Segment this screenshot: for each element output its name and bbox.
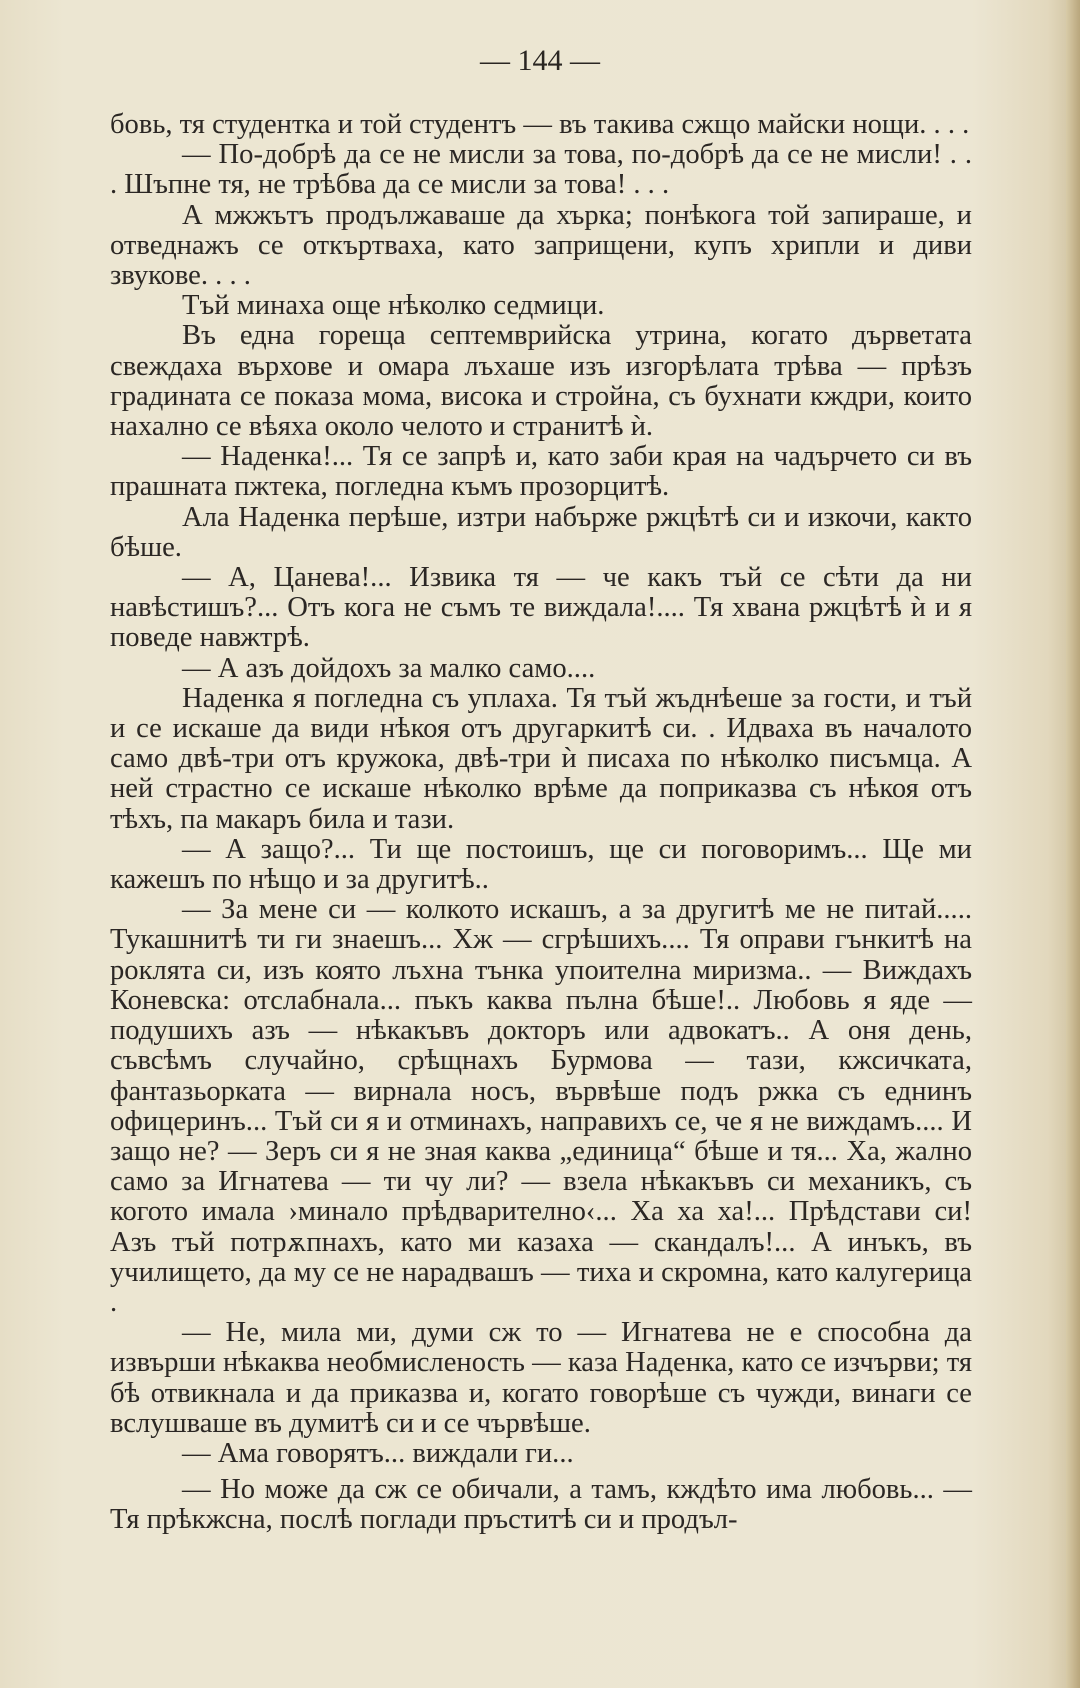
- paragraph: — А, Цанева!... Извика тя — че какъ тъй се сѣти да ни навѣстишъ?... Отъ кога не съмъ те виждала!.... Тя хвана ржцѣтѣ ѝ и я поведе навжтрѣ.: [110, 562, 972, 654]
- paragraph: — А азъ дойдохъ за малко само....: [182, 652, 596, 684]
- paragraph: Въ една гореща септемврийска утрина, когато дърветата свеждаха върхове и омара лъхаше изъ изгорѣлата трѣва — прѣзъ градината се показа мома, висока и стройна, съ бухнати кждри, които нахално се вѣяха около челото и странитѣ ѝ.: [110, 320, 972, 443]
- page-spine-shadow: [1066, 0, 1080, 1688]
- paragraph: Тъй минаха още нѣколко седмици.: [182, 290, 605, 322]
- page-number: — 144 —: [480, 44, 600, 77]
- paragraph: — Но може да сж се обичали, а тамъ, кждѣто има любовь... — Тя прѣкжсна, послѣ поглади пръститѣ си и продъл-: [110, 1474, 972, 1536]
- paragraph: Наденка я погледна съ уплаха. Тя тъй жъднѣеше за гости, и тъй и се искаше да види нѣкоя отъ другаркитѣ си. . Идваха въ началото само двѣ-три отъ кружока, двѣ-три ѝ писаха по нѣколко писъмца. А ней страстно се искаше нѣколко врѣме да поприказва съ нѣкоя отъ тѣхъ, па макаръ била и тази.: [110, 682, 972, 835]
- paragraph: А мжжътъ продължаваше да хърка; понѣкога той запираше, и отведнажъ се откъртваха, като заприщени, купъ хрипли и диви звукове. . . .: [110, 199, 972, 292]
- paragraph: — Наденка!... Тя се запрѣ и, като заби края на чадърчето си въ прашната пжтека, погледна къмъ прозорцитѣ.: [110, 441, 972, 503]
- paragraph: бовь, тя студентка и той студентъ — въ такива сжщо майски нощи. . . .: [110, 109, 970, 140]
- body-text: [110, 110, 972, 1536]
- paragraph: — По-добрѣ да се не мисли за това, по-добрѣ да се не мисли! . . . Шъпне тя, не трѣбва да се мисли за това! . . .: [110, 139, 972, 201]
- paragraph: Ала Наденка перѣше, изтри набърже ржцѣтѣ си и изкочи, както бѣше.: [110, 501, 972, 563]
- paragraph: — За мене си — колкото искашъ, а за другитѣ ме не питай..... Тукашнитѣ ти ги знаешъ... Хж — сгрѣшихъ.... Тя оправи гънкитѣ на роклята си, изъ която лъхна тънка упоителна миризма.. — Виждахъ Коневска: отслабнала... пъкъ каква пълна бѣше!.. Любовь я яде — подушихъ азъ — нѣкакъвъ докторъ или адвокатъ.. А оня день, съвсѣмъ случайно, срѣщнахъ Бурмова — тази, кжсичката, фантазьорката — вирнала носъ, вървѣше подъ ржка съ еднинъ офицеринъ... Тъй си я и отминахъ, направихъ се, че я не виждамъ.... И защо не? — Зеръ си я не зная каква „единица“ бѣше и тя... Ха, жално само за Игнатева — ти чу ли? — взела нѣкакъвъ си механикъ, съ когото имала ›минало прѣдварително‹... Ха ха ха!... Прѣдстави си! Азъ тъй потрѫпнахъ, като ми казаха — скандалъ!... А инъкъ, въ училището, да му се не нарадвашъ — тиха и скромна, като калугерица .: [110, 894, 972, 1318]
- paragraph: — Ама говорятъ... виждали ги...: [182, 1437, 574, 1469]
- paragraph: — А защо?... Ти ще постоишъ, ще си поговоримъ... Ще ми кажешъ по нѣщо и за другитѣ..: [110, 833, 972, 896]
- paragraph: — Не, мила ми, думи сж то — Игнатева не е способна да извърши нѣкаква необмисленость — каза Наденка, като се изчърви; тя бѣ отвикнала и да приказва и, когато говорѣше съ чужди, винаги се вслушваше въ думитѣ си и се чървѣше.: [110, 1317, 972, 1439]
